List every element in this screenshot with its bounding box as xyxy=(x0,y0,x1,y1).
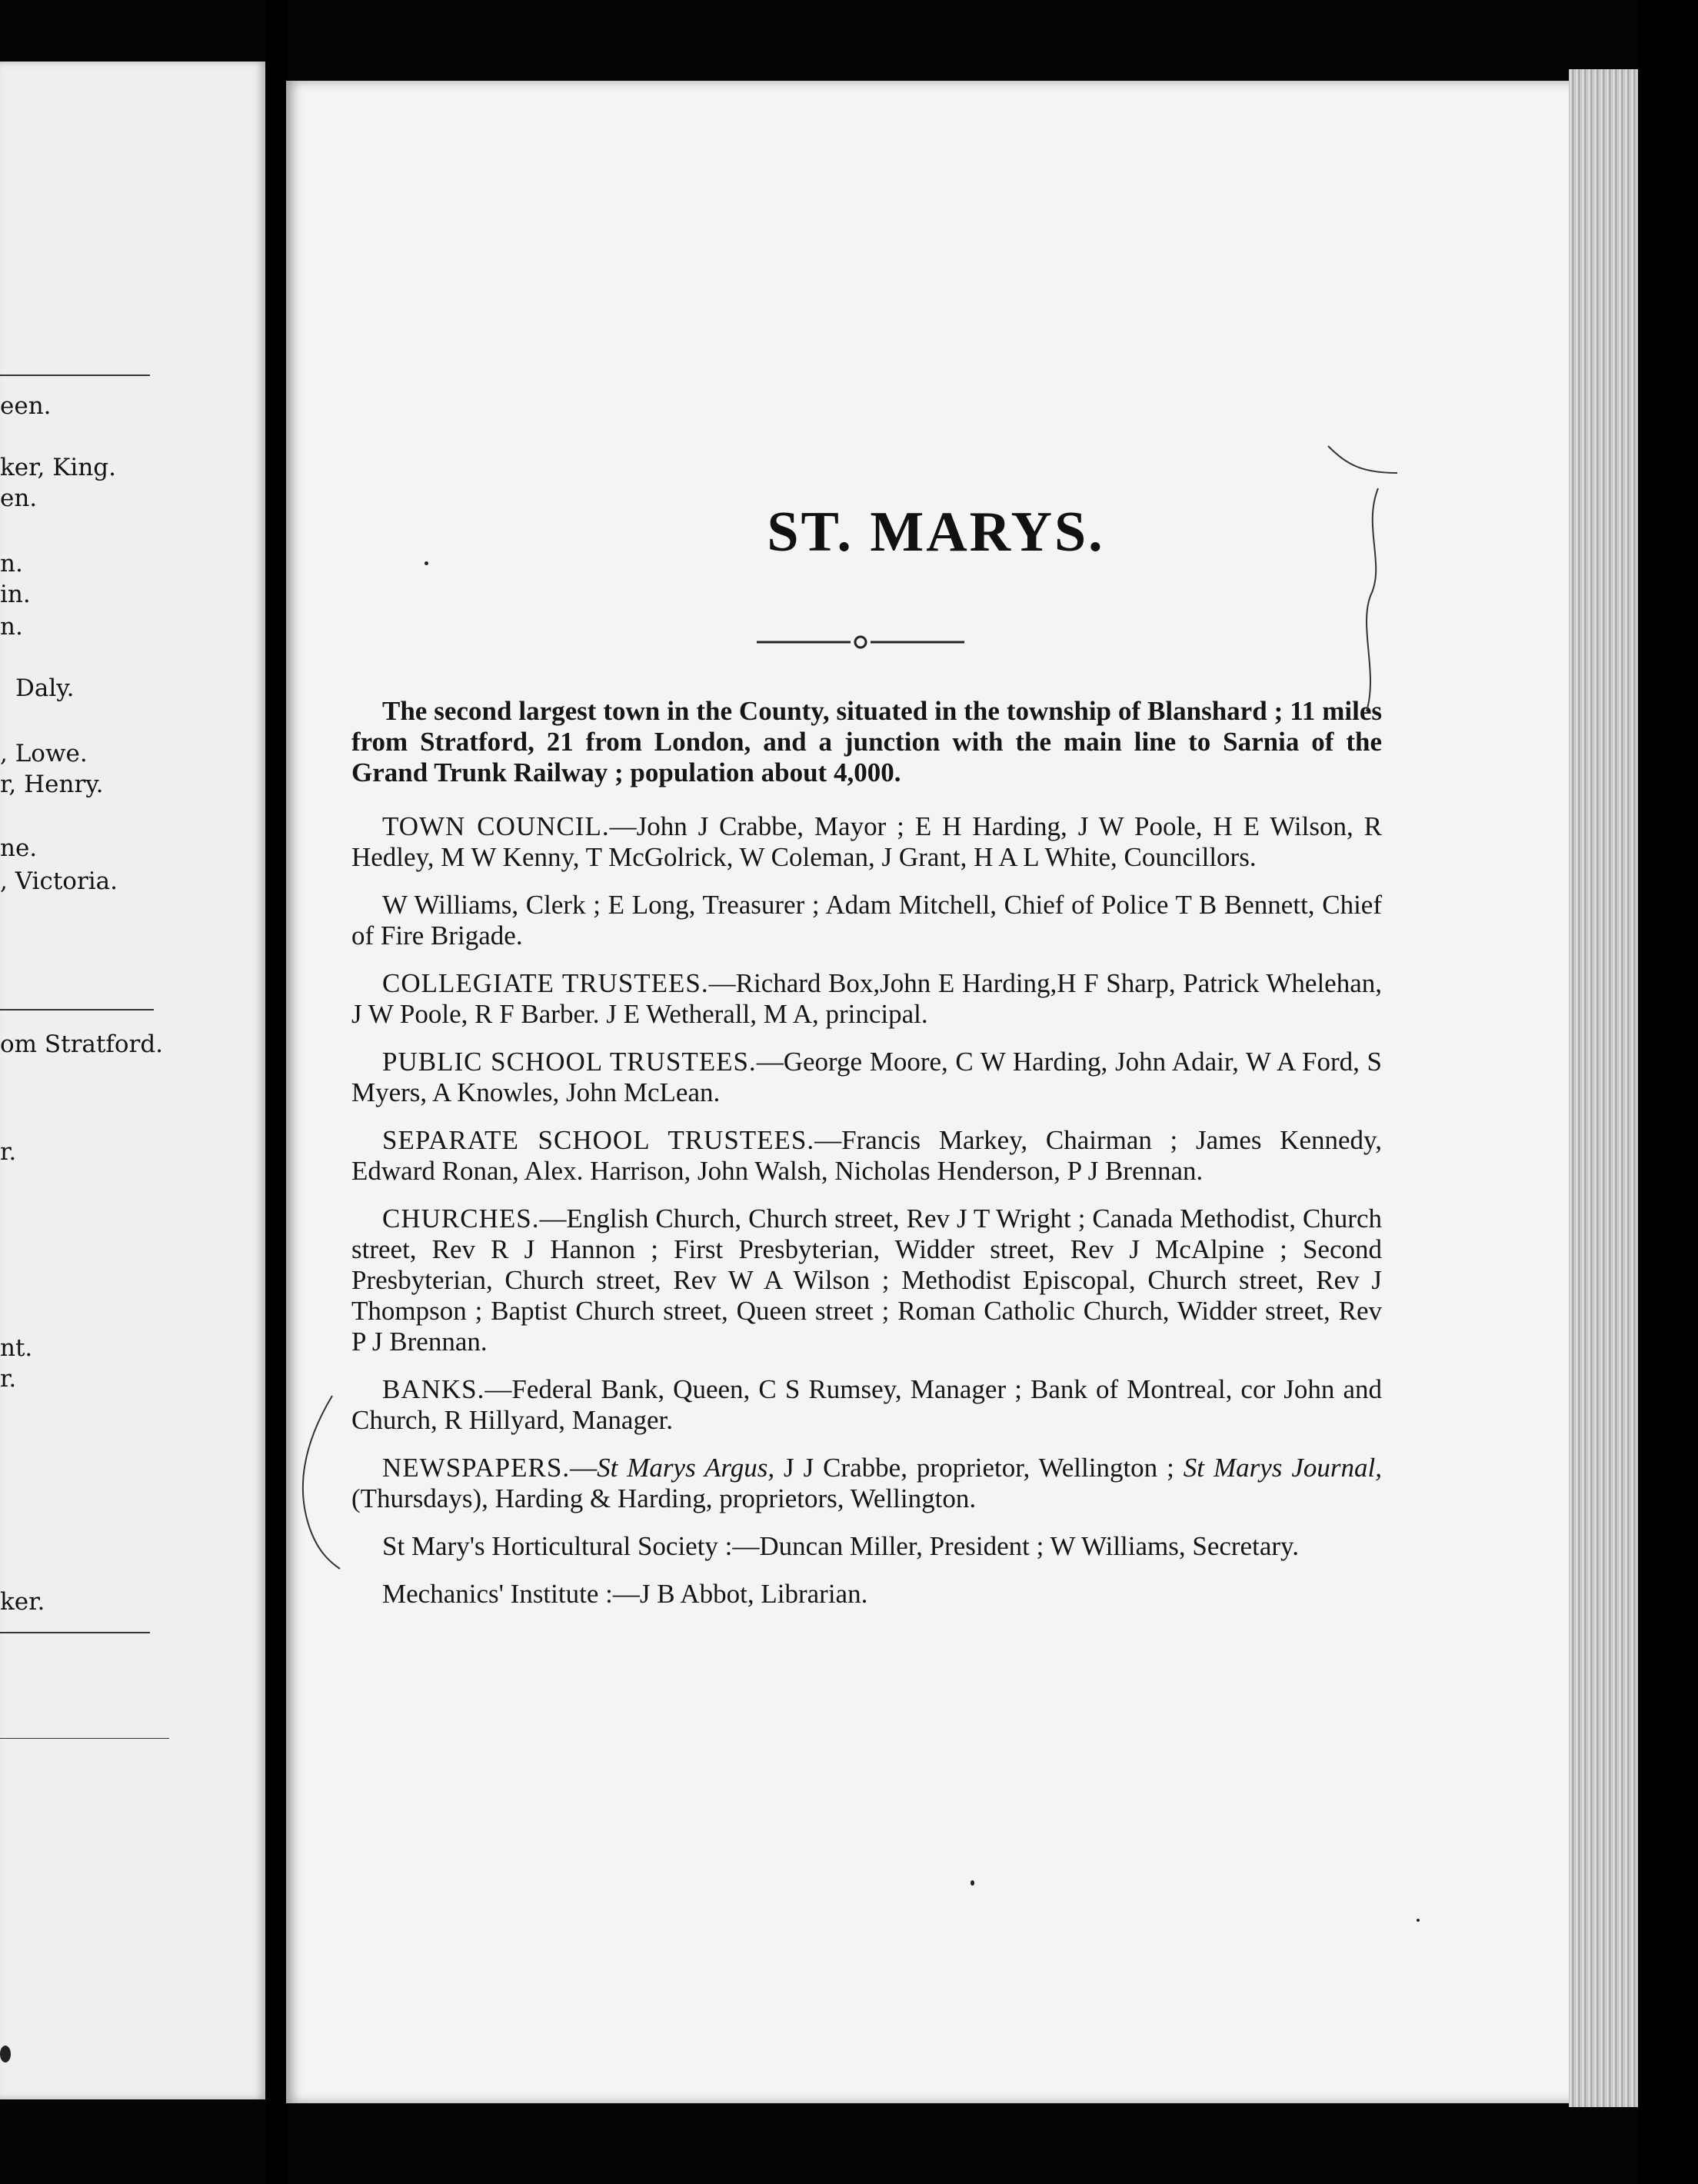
mechanics-entry: Mechanics' Institute :—J B Abbot, Librarian. xyxy=(382,1579,868,1609)
left-page-rule xyxy=(0,1632,150,1633)
town-council-entry xyxy=(351,811,1382,873)
left-page-rule xyxy=(0,1009,154,1010)
left-page-text: r, Henry. xyxy=(0,771,104,798)
separate-school-text: —Francis Markey, Chairman ; James Kennedy, Edward Ronan, Alex. Harrison, John Walsh, Nicholas Henderson, P J Brennan. xyxy=(351,1125,1382,1186)
title-ornament xyxy=(757,631,964,654)
left-page-rule xyxy=(0,1738,169,1739)
town-description: The second largest town in the County, situated in the township of Blanshard ; 11 miles from Stratford, 21 from London, and a junction with the main line to Sarnia of the Grand Trunk Railway ; population about 4,000. xyxy=(351,696,1382,787)
left-page-text: , Victoria. xyxy=(0,867,118,895)
churches-entry xyxy=(351,1204,1382,1357)
newspapers-dash: — xyxy=(570,1453,598,1483)
collegiate-entry xyxy=(351,968,1382,1030)
facing-page-fragment xyxy=(0,62,265,2099)
left-page-text: in. xyxy=(0,581,31,608)
public-school-text: —George Moore, C W Harding, John Adair, W A Ford, S Myers, A Knowles, John McLean. xyxy=(351,1047,1382,1107)
left-page-text: ker, King. xyxy=(0,454,116,481)
newspaper-journal-title: St Marys Journal, xyxy=(1183,1453,1382,1483)
churches-heading: CHURCHES. xyxy=(382,1204,540,1233)
left-page-text: n. xyxy=(0,613,23,641)
newspaper-argus-text: J J Crabbe, proprietor, Wellington ; xyxy=(774,1453,1184,1483)
officers-entry: W Williams, Clerk ; E Long, Treasurer ; Adam Mitchell, Chief of Police T B Bennett, Chief of Fire Brigade. xyxy=(351,890,1382,951)
left-page-text: om Stratford. xyxy=(0,1030,164,1058)
churches-text: —English Church, Church street, Rev J T Wright ; Canada Methodist, Church street, Rev R J Hannon ; First Presbyterian, Widder street, Rev J McAlpine ; Second Presbyterian, Church street, Rev W A Wilson ; Methodist Episcopal, Church street, Rev J Thompson ; Baptist Church street, Queen street ; Roman Catholic Church, Widder street, Rev P J Brennan. xyxy=(351,1204,1382,1357)
newspaper-journal-text: (Thursdays), Harding & Harding, proprietors, Wellington. xyxy=(351,1483,977,1513)
ink-speck xyxy=(0,2046,11,2062)
town-council-text: —John J Crabbe, Mayor ; E H Harding, J W Poole, H E Wilson, R Hedley, M W Kenny, T McGolrick, W Coleman, J Grant, H A L White, Councillors. xyxy=(351,811,1383,872)
left-page-text: nt. xyxy=(0,1334,33,1362)
newspapers-entry xyxy=(351,1453,1382,1514)
left-page-text: en. xyxy=(0,484,38,512)
left-page-text: r. xyxy=(0,1138,17,1166)
ink-speck xyxy=(424,561,428,565)
collegiate-text: —Richard Box,John E Harding,H F Sharp, Patrick Whelehan, J W Poole, R F Barber. J E Wetherall, M A, principal. xyxy=(351,968,1382,1029)
banks-text: —Federal Bank, Queen, C S Rumsey, Manager ; Bank of Montreal, cor John and Church, R Hillyard, Manager. xyxy=(351,1374,1382,1435)
public-school-entry xyxy=(351,1047,1382,1108)
main-page xyxy=(286,81,1586,2103)
newspaper-argus-title: St Marys Argus, xyxy=(597,1453,775,1483)
pencil-mark xyxy=(286,1388,348,1573)
left-page-text: , Lowe. xyxy=(0,740,88,767)
left-page-text: een. xyxy=(0,392,52,420)
left-page-rule xyxy=(0,375,150,376)
horticultural-entry: St Mary's Horticultural Society :—Duncan Miller, President ; W Williams, Secretary. xyxy=(382,1531,1299,1561)
scan-border xyxy=(1638,0,1698,2184)
public-school-heading: PUBLIC SCHOOL TRUSTEES. xyxy=(382,1047,757,1077)
newspapers-heading: NEWSPAPERS. xyxy=(382,1453,571,1483)
left-page-text: n. xyxy=(0,550,23,578)
separate-school-entry xyxy=(351,1125,1382,1187)
page-title: ST. MARYS. xyxy=(767,501,1105,564)
left-page-text: r. xyxy=(0,1365,17,1393)
collegiate-heading: COLLEGIATE TRUSTEES. xyxy=(382,968,709,998)
left-page-text: ker. xyxy=(0,1588,45,1616)
town-council-heading: TOWN COUNCIL. xyxy=(382,811,610,841)
ink-speck xyxy=(1417,1919,1420,1922)
banks-entry xyxy=(351,1374,1382,1436)
banks-heading: BANKS. xyxy=(382,1374,485,1404)
page-gutter xyxy=(265,0,288,2184)
separate-school-heading: SEPARATE SCHOOL TRUSTEES. xyxy=(382,1125,815,1155)
ink-speck xyxy=(971,1880,974,1886)
left-page-text: Daly. xyxy=(15,674,75,702)
directory-text xyxy=(351,696,1382,1626)
left-page-text: ne. xyxy=(0,834,38,862)
book-page-edges xyxy=(1569,69,1640,2107)
pencil-mark xyxy=(1324,442,1409,719)
